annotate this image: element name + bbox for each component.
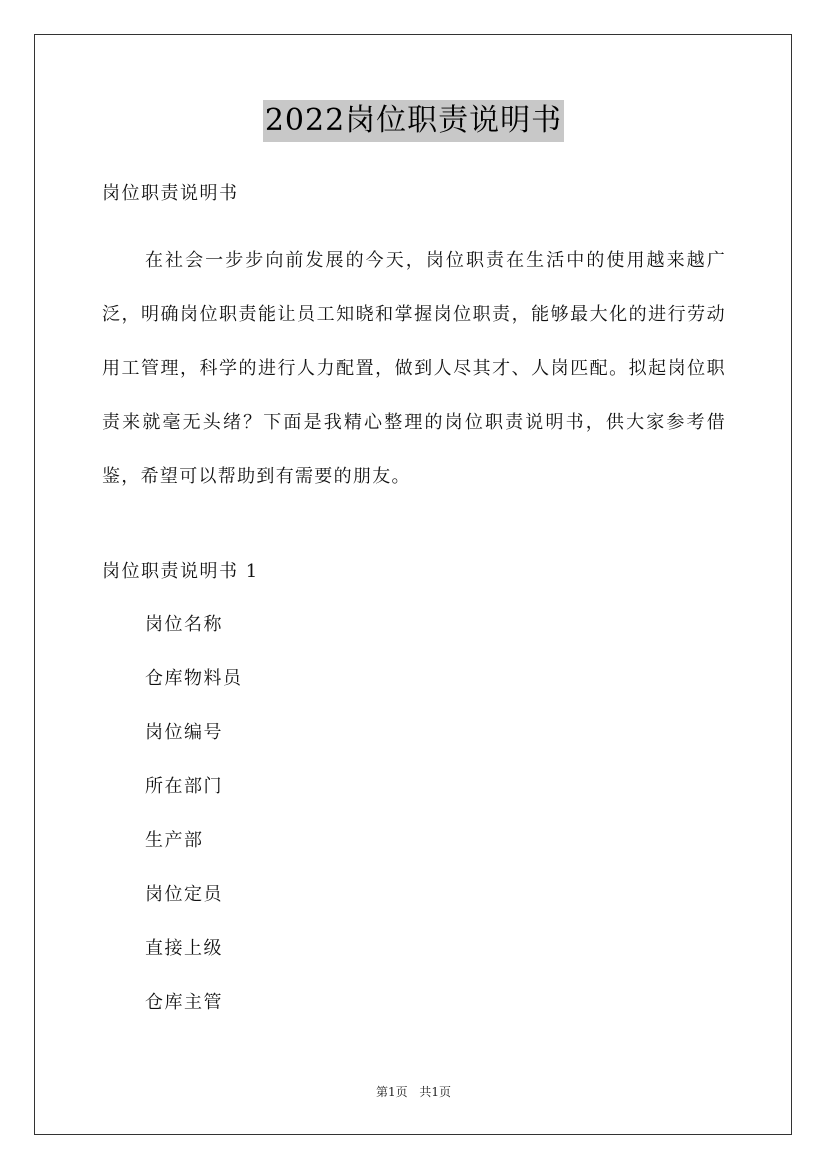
document-subtitle: 岗位职责说明书 <box>102 183 239 204</box>
list-item: 直接上级 <box>145 938 223 959</box>
intro-paragraph: 在社会一步步向前发展的今天，岗位职责在生活中的使用越来越广泛，明确岗位职责能让员工知晓和掌握岗位职责，能够最大化的进行劳动用工管理，科学的进行人力配置，做到人尽其才、人岗匹配。拟起岗位职责来就毫无头绪？下面是我精心整理的岗位职责说明书，供大家参考借鉴，希望可以帮助到有需要的朋友。 <box>102 250 726 487</box>
list-item: 仓库物料员 <box>145 668 243 689</box>
title-container <box>0 100 827 142</box>
list-item: 岗位名称 <box>145 614 223 635</box>
page-footer <box>0 1083 827 1101</box>
section-heading: 岗位职责说明书 1 <box>102 561 259 582</box>
list-item: 所在部门 <box>145 776 223 797</box>
item-list <box>145 612 243 1044</box>
page-number: 第1页 <box>375 1085 408 1099</box>
list-item: 岗位定员 <box>145 884 223 905</box>
list-item: 生产部 <box>145 830 204 851</box>
page-total: 共1页 <box>419 1085 452 1099</box>
list-item: 仓库主管 <box>145 992 223 1013</box>
document-title: 2022岗位职责说明书 <box>263 100 564 142</box>
list-item: 岗位编号 <box>145 722 223 743</box>
